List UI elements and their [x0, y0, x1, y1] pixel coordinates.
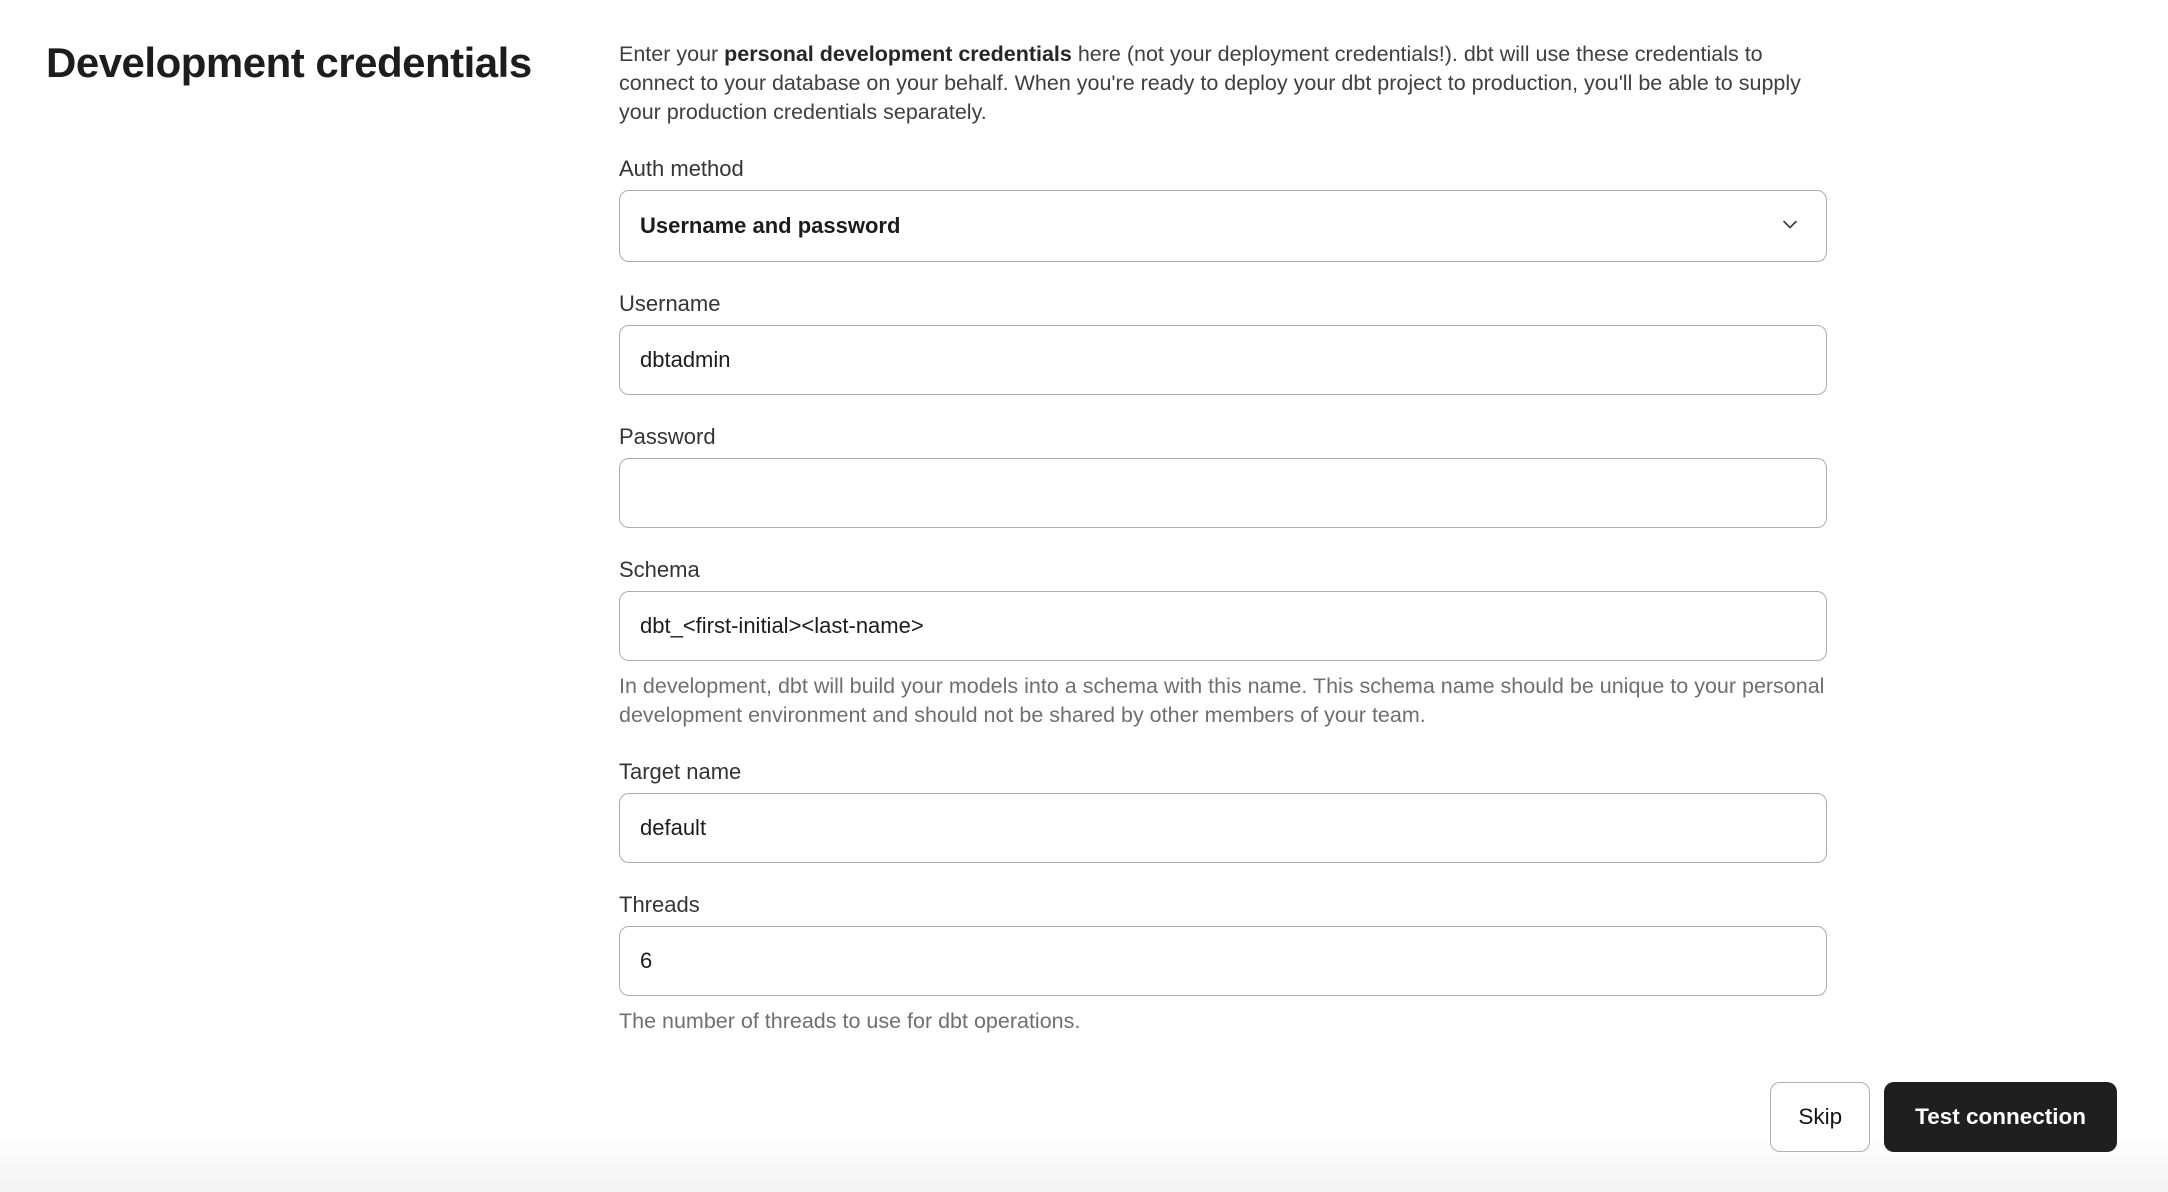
description-prefix: Enter your: [619, 42, 725, 66]
test-connection-button[interactable]: Test connection: [1884, 1082, 2117, 1152]
chevron-down-icon: [1778, 212, 1802, 241]
description-bold: personal development credentials: [724, 42, 1072, 66]
auth-method-select[interactable]: [619, 190, 1827, 262]
schema-field: [619, 555, 1827, 730]
threads-field: [619, 890, 1827, 1036]
page-description: [619, 40, 1827, 127]
left-column: [0, 0, 619, 1036]
skip-button[interactable]: Skip: [1770, 1082, 1870, 1152]
page-title: Development credentials: [46, 39, 532, 86]
username-input[interactable]: [619, 325, 1827, 395]
schema-input[interactable]: [619, 591, 1827, 661]
threads-help-text: The number of threads to use for dbt operations.: [619, 1009, 1081, 1033]
password-field: [619, 422, 1827, 528]
target-name-input[interactable]: [619, 793, 1827, 863]
auth-method-label: Auth method: [619, 156, 744, 181]
description-suffix: here (not your deployment credentials!). dbt will use these credentials to connect to your database on your behalf. When you're ready to deploy your dbt project to production, you'll be able to supply your production credentials separately.: [619, 42, 1801, 124]
password-input[interactable]: [619, 458, 1827, 528]
username-label: Username: [619, 291, 721, 316]
password-label: Password: [619, 424, 716, 449]
target-name-field: [619, 757, 1827, 863]
auth-method-field: [619, 154, 1827, 262]
target-name-label: Target name: [619, 759, 742, 784]
schema-label: Schema: [619, 557, 700, 582]
username-field: [619, 289, 1827, 395]
credentials-form: [619, 0, 1827, 1036]
schema-help-text: In development, dbt will build your models into a schema with this name. This schema name should be unique to your personal development environment and should not be shared by other members of your team.: [619, 674, 1825, 727]
auth-method-selected-value: Username and password: [640, 213, 901, 238]
threads-label: Threads: [619, 892, 700, 917]
threads-input[interactable]: [619, 926, 1827, 996]
footer-actions: [1770, 1082, 2117, 1152]
